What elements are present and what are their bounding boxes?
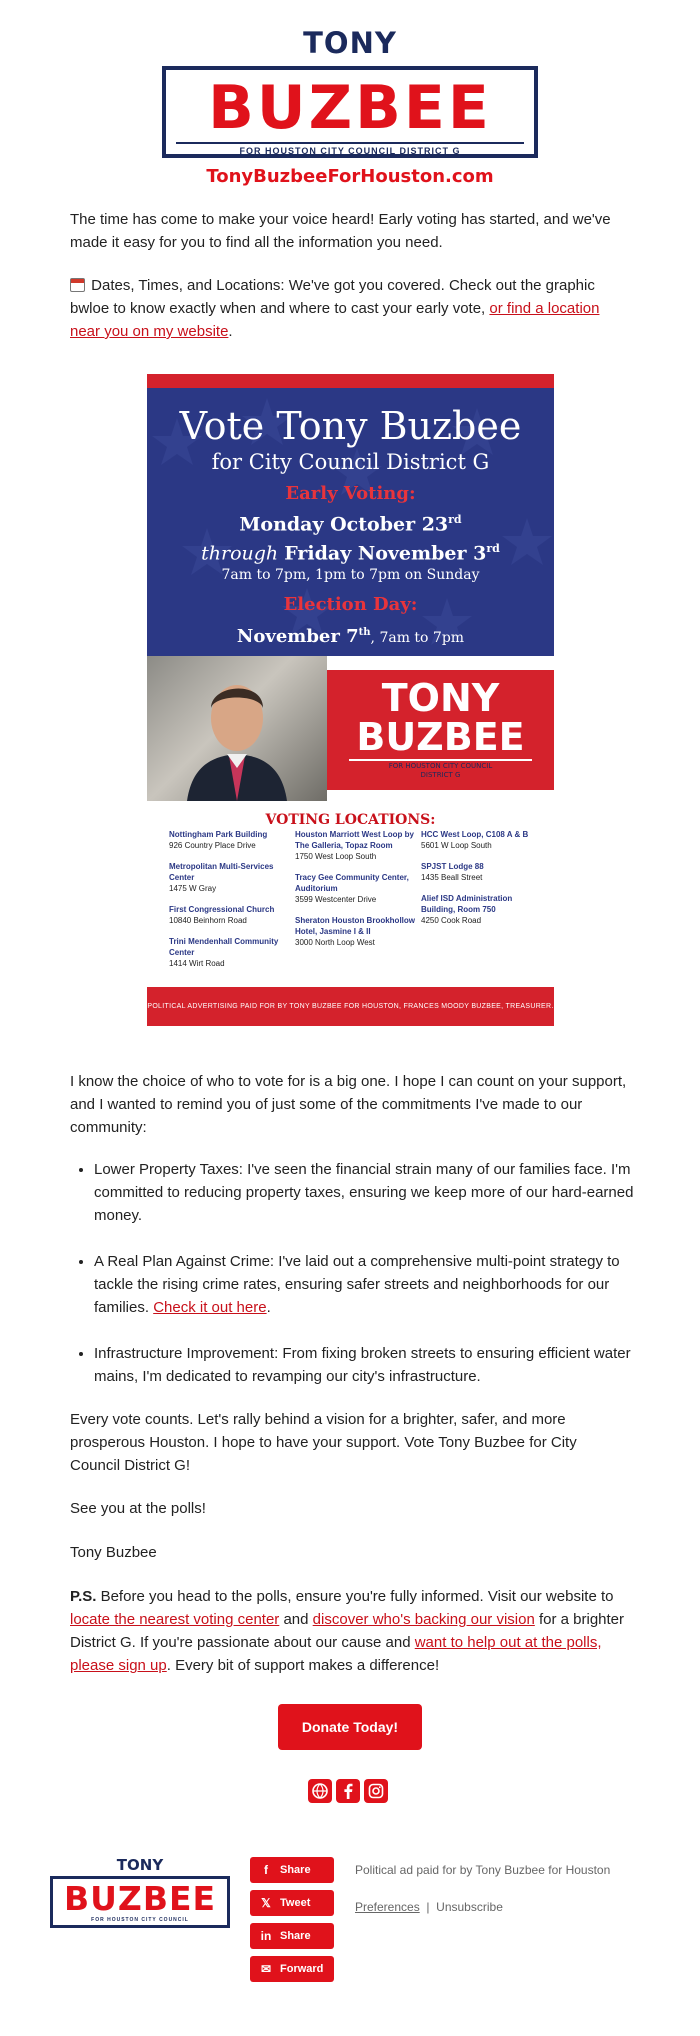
early-voting-start <box>147 509 554 535</box>
unsubscribe-link[interactable]: Unsubscribe <box>436 1900 503 1914</box>
badge-first-name: TONY <box>381 676 500 720</box>
tweet-label: Tweet <box>280 1897 311 1909</box>
find-location-link[interactable]: or find a location near you on my website <box>70 300 600 340</box>
logo-subtitle: FOR HOUSTON CITY COUNCIL DISTRICT G <box>239 146 461 156</box>
location-name: Houston Marriott West Loop by The Galleria, Topaz Room <box>295 830 414 850</box>
volunteer-signup-link[interactable]: want to help out at the polls, please sign up <box>70 1634 602 1674</box>
location-name: HCC West Loop, C108 A & B <box>421 830 529 839</box>
facebook-icon: f <box>264 1863 268 1877</box>
location-name: SPJST Lodge 88 <box>421 862 484 871</box>
location-address: 3000 North Loop West <box>295 938 375 947</box>
election-date-text: November 7 <box>236 626 359 647</box>
commitment-text: A Real Plan Against Crime: I've laid out a comprehensive multi-point strategy to tackle the rising crime rates, ensuring safer streets and neighborhoods for our families. <box>94 1253 620 1316</box>
badge-sub-1: FOR HOUSTON CITY COUNCIL <box>388 762 493 770</box>
badge-sub-2: DISTRICT G <box>420 771 461 779</box>
early-voting-end <box>147 538 554 564</box>
location-address: 1475 W Gray <box>169 884 217 893</box>
location-address: 3599 Westcenter Drive <box>295 895 377 904</box>
calendar-icon <box>70 278 85 292</box>
flyer-disclaimer: POLITICAL ADVERTISING PAID FOR BY TONY BUZBEE FOR HOUSTON, FRANCES MOODY BUZBEE, TREASURER. <box>147 987 554 1026</box>
ps-text: Before you head to the polls, ensure you're fully informed. Visit our website to <box>96 1588 614 1605</box>
facebook-icon[interactable] <box>336 1779 360 1803</box>
logo-first-name: TONY <box>303 26 397 60</box>
forward-button[interactable] <box>250 1956 334 1982</box>
locations-col-2 <box>295 829 415 958</box>
candidate-photo <box>147 656 327 801</box>
early-voting-label: Early Voting: <box>285 483 416 504</box>
dates-text: Dates, Times, and Locations: We've got you covered. Check out the graphic bwloe to know exactly when and where to cast your early vote, <box>70 277 595 317</box>
linkedin-share-button[interactable] <box>250 1923 334 1949</box>
locations-col-3 <box>421 829 541 936</box>
location-address: 1414 Wirt Road <box>169 959 225 968</box>
tweet-button[interactable] <box>250 1890 334 1916</box>
flyer-name-badge <box>327 670 554 790</box>
commitments-intro: I know the choice of who to vote for is a big one. I hope I can count on your support, and I wanted to remind you of just some of the commitments I've made to our community: <box>70 1073 627 1136</box>
location-name: Trini Mendenhall Community Center <box>169 937 279 957</box>
early-start-text: Monday October 23 <box>239 513 449 536</box>
flyer-title: Vote Tony Buzbee <box>179 404 522 448</box>
commitment-item <box>94 1250 654 1319</box>
election-day-label: Election Day: <box>283 594 418 615</box>
badge-last-name: BUZBEE <box>356 715 525 759</box>
preferences-link[interactable]: Preferences <box>355 1900 420 1914</box>
website-link[interactable]: TonyBuzbeeForHouston.com <box>206 166 494 187</box>
linkedin-icon: in <box>260 1929 272 1943</box>
footer-logo-first: TONY <box>116 1856 164 1874</box>
crime-plan-link[interactable]: Check it out here <box>153 1299 267 1316</box>
election-date-sup: th <box>358 627 371 638</box>
location-name: Nottingham Park Building <box>169 830 268 839</box>
donate-button[interactable]: Donate Today! <box>278 1704 422 1750</box>
share-label: Share <box>280 1864 311 1876</box>
see-you-line: See you at the polls! <box>70 1500 206 1517</box>
forward-label: Forward <box>280 1963 324 1975</box>
ps-text: for a brighter District G. If you're passionate about our cause and <box>70 1611 625 1651</box>
commitments-list <box>70 1158 654 1411</box>
location-address: 926 Country Place Drive <box>169 841 256 850</box>
header-logo[interactable] <box>0 26 700 187</box>
voting-flyer <box>147 374 554 1026</box>
location-name: Tracy Gee Community Center, Auditorium <box>295 873 409 893</box>
location-name: Sheraton Houston Brookhollow Hotel, Jasmine I & II <box>295 916 415 936</box>
election-date <box>147 622 554 649</box>
logo-box <box>162 66 538 158</box>
through-word: through <box>201 542 279 565</box>
website-icon[interactable] <box>308 1779 332 1803</box>
footer-logo-sub: FOR HOUSTON CITY COUNCIL <box>91 1917 189 1923</box>
location-address: 1435 Beall Street <box>421 873 483 882</box>
ps-text: and <box>279 1611 313 1628</box>
flyer-subtitle: for City Council District G <box>211 450 490 474</box>
x-icon: 𝕏 <box>261 1896 271 1910</box>
ps-label: P.S. <box>70 1588 97 1605</box>
location-name: Alief ISD Administration Building, Room 750 <box>421 894 513 914</box>
link-separator: | <box>426 1900 430 1914</box>
facebook-share-button[interactable] <box>250 1857 334 1883</box>
envelope-icon: ✉ <box>260 1962 272 1976</box>
ps-text: . Every bit of support makes a difference! <box>166 1657 440 1674</box>
footer-logo[interactable] <box>50 1857 230 1928</box>
voting-locations-title: VOTING LOCATIONS: <box>265 812 436 828</box>
footer-links <box>355 1900 503 1914</box>
share-label: Share <box>280 1930 311 1942</box>
commitment-end: . <box>266 1299 271 1316</box>
candidate-silhouette <box>147 656 327 801</box>
logo-rule <box>176 142 524 144</box>
footer-logo-box <box>50 1876 230 1928</box>
dates-paragraph <box>70 274 630 343</box>
early-end-text: Friday November 3 <box>284 542 487 565</box>
location-address: 5601 W Loop South <box>421 841 492 850</box>
early-start-sup: rd <box>448 513 462 526</box>
closing-paragraph: Every vote counts. Let's rally behind a vision for a brighter, safer, and more prosperous Houston. I hope to have your support. Vote Tony Buzbee for City Council District G! <box>70 1411 577 1474</box>
voting-hours: 7am to 7pm, 1pm to 7pm on Sunday <box>221 567 480 583</box>
voting-center-link[interactable]: locate the nearest voting center <box>70 1611 280 1628</box>
footer-logo-last: BUZBEE <box>63 1879 217 1918</box>
ps-paragraph <box>70 1585 630 1677</box>
intro-paragraph: The time has come to make your voice heard! Early voting has started, and we've made it easy for you to find all the information you need. <box>70 211 611 251</box>
logo-last-name: BUZBEE <box>208 73 492 143</box>
footer-disclaimer: Political ad paid for by Tony Buzbee for Houston <box>355 1863 611 1877</box>
signature: Tony Buzbee <box>70 1544 157 1561</box>
instagram-icon[interactable] <box>364 1779 388 1803</box>
early-end-sup: rd <box>486 542 500 555</box>
dates-end: . <box>228 323 233 340</box>
flyer-top-bar <box>147 374 554 388</box>
election-hours: , 7am to 7pm <box>370 630 465 646</box>
location-address: 10840 Beinhorn Road <box>169 916 247 925</box>
location-address: 1750 West Loop South <box>295 852 377 861</box>
commitment-item: • Lower Property Taxes: I've seen the financial strain many of our families face. I'm committed to reducing property taxes, ensuring we keep more of our hard-earned money. <box>94 1158 654 1227</box>
location-name: Metropolitan Multi-Services Center <box>169 862 274 882</box>
location-address: 4250 Cook Road <box>421 916 482 925</box>
backers-link[interactable]: discover who's backing our vision <box>312 1611 535 1628</box>
badge-rule <box>349 759 532 761</box>
location-name: First Congressional Church <box>169 905 275 914</box>
commitment-item: • Infrastructure Improvement: From fixing broken streets to ensuring efficient water mains, I'm dedicated to revamping our city's infrastructure. <box>94 1342 654 1388</box>
locations-col-1 <box>169 829 289 979</box>
